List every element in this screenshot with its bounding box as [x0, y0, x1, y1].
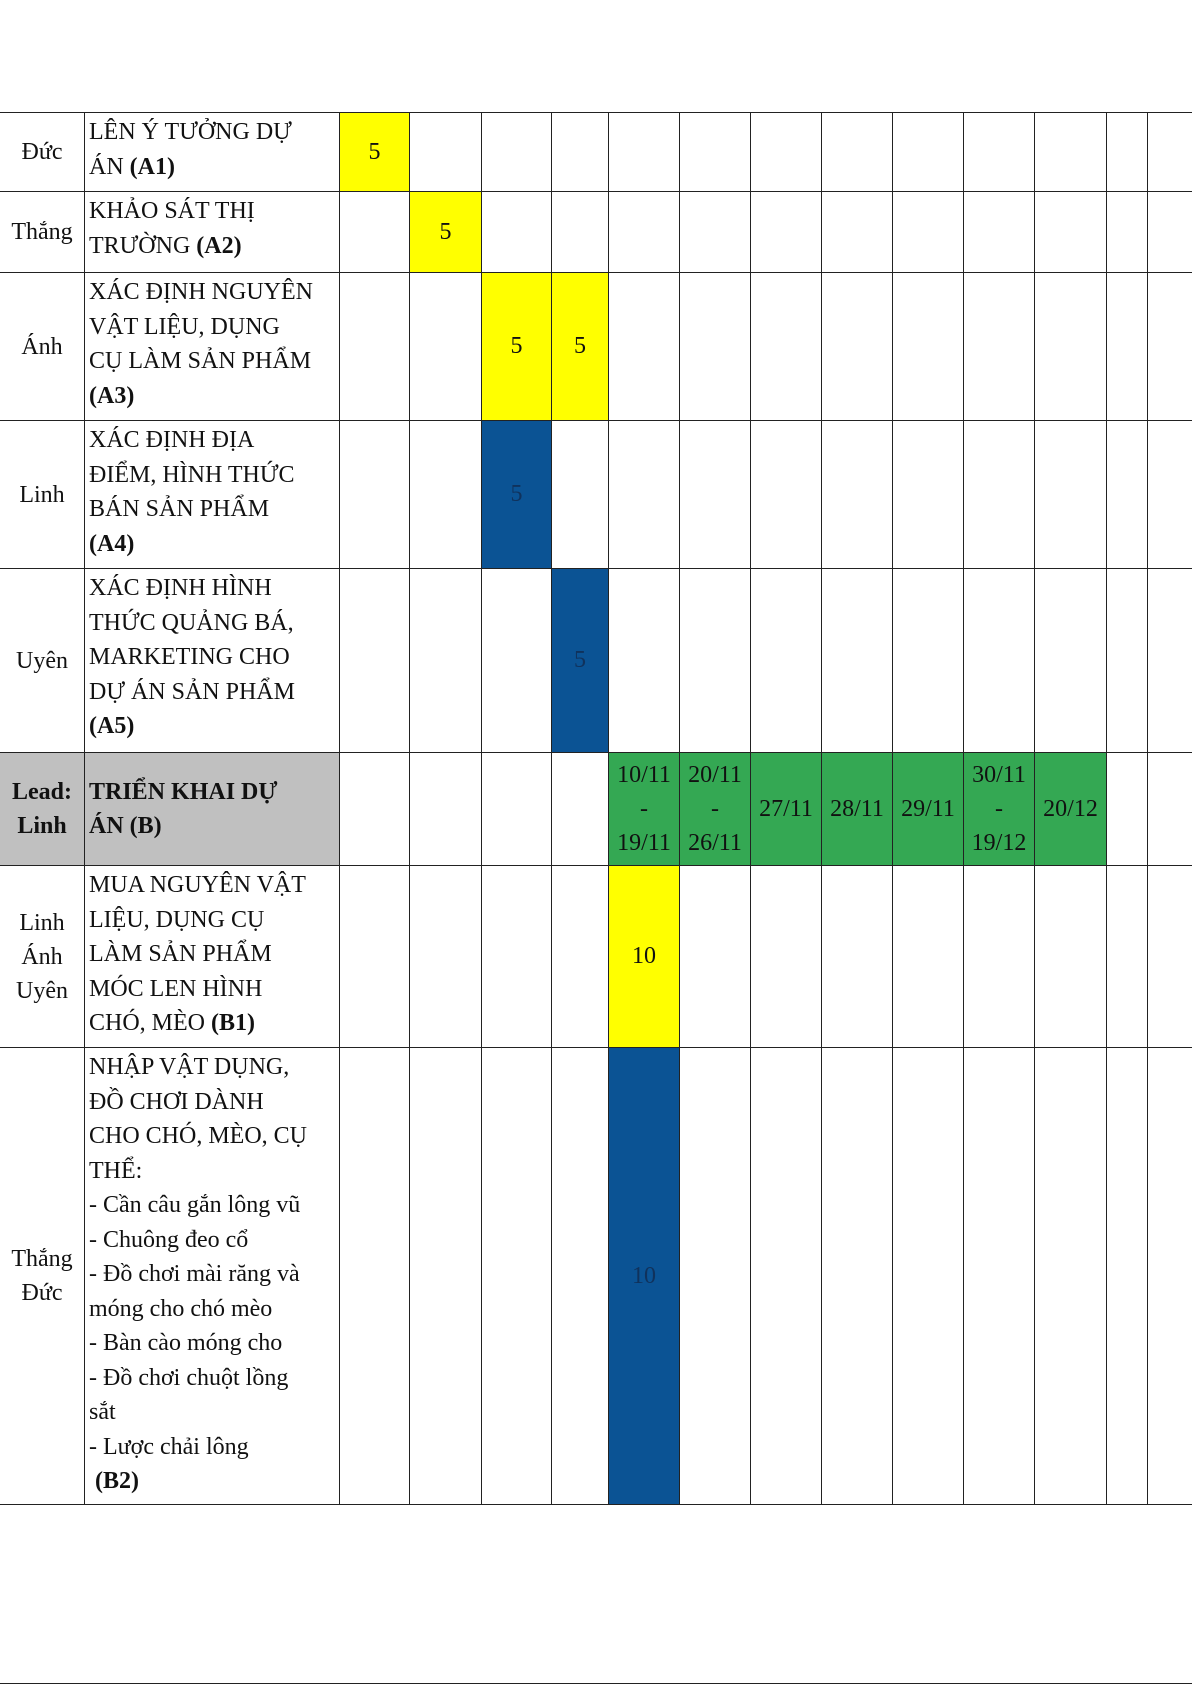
- task-text: - Chuông đeo cổ: [89, 1226, 249, 1253]
- date-range-cell: [609, 753, 680, 865]
- task-text: CHÓ, MÈO: [89, 1010, 212, 1036]
- timeline-cell: [1148, 866, 1192, 1047]
- duration-value: 5: [510, 333, 523, 359]
- timeline-cell: [751, 192, 822, 272]
- timeline-cell: [680, 866, 751, 1047]
- task-line: [89, 379, 134, 414]
- duration-value: 10: [632, 1262, 656, 1289]
- schedule-bar: [482, 421, 552, 568]
- task-line: [89, 868, 306, 903]
- task-code: (A2): [196, 232, 242, 259]
- duration-value: 5: [574, 333, 586, 359]
- assignee-cell: [0, 1048, 85, 1504]
- timeline-cell: [482, 113, 552, 191]
- date-text: 27/11: [759, 796, 813, 822]
- timeline-cell: [822, 113, 893, 191]
- timeline-cell: [964, 866, 1035, 1047]
- date-range-cell: [822, 753, 893, 865]
- timeline-cell: [410, 569, 482, 752]
- task-code: (B2): [95, 1468, 139, 1494]
- task-text: MÓC LEN HÌNH: [89, 975, 263, 1002]
- task-code: ÁN (B): [89, 813, 162, 839]
- assignee-cell: [0, 192, 85, 272]
- task-line: [89, 492, 269, 527]
- timeline-cell: [1035, 421, 1107, 568]
- date-text: 26/11: [688, 830, 742, 856]
- task-code: (A5): [89, 713, 135, 739]
- timeline-cell: [964, 192, 1035, 272]
- timeline-cell: [751, 273, 822, 420]
- timeline-cell: [1035, 1048, 1107, 1504]
- timeline-cell: [1107, 866, 1148, 1047]
- task-text: LÀM SẢN PHẨM: [89, 941, 272, 967]
- task-line: [89, 571, 272, 606]
- timeline-cell: [1035, 192, 1107, 272]
- timeline-cell: [340, 421, 410, 568]
- timeline-cell: [751, 113, 822, 191]
- assignee-name: Linh: [17, 813, 67, 839]
- timeline-cell: [893, 192, 964, 272]
- timeline-cell: [893, 113, 964, 191]
- task-line: [89, 709, 134, 744]
- schedule-bar: [340, 113, 410, 191]
- assignee-cell: [0, 421, 85, 568]
- date-range-cell: [893, 753, 964, 865]
- task-line: [89, 1188, 300, 1223]
- task-description: [85, 273, 340, 420]
- timeline-cell: [964, 569, 1035, 752]
- timeline-cell: [822, 192, 893, 272]
- timeline-cell: [552, 753, 609, 865]
- timeline-cell: [410, 866, 482, 1047]
- timeline-cell: [340, 866, 410, 1047]
- timeline-cell: [822, 569, 893, 752]
- timeline-cell: [340, 273, 410, 420]
- date-text: 20/12: [1043, 796, 1098, 822]
- assignee-name: Uyên: [16, 647, 68, 674]
- timeline-cell: [609, 192, 680, 272]
- task-line: [89, 903, 264, 938]
- task-line: [89, 150, 175, 185]
- date-text: -: [995, 796, 1003, 822]
- task-text: XÁC ĐỊNH NGUYÊN: [89, 279, 313, 305]
- assignee-name: Thắng: [11, 1246, 73, 1272]
- task-text: LÊN Ý TƯỞNG DỰ: [89, 119, 292, 145]
- task-line: [89, 344, 311, 379]
- task-row: [0, 421, 1192, 569]
- assignee-cell: [0, 273, 85, 420]
- duration-value: 5: [510, 481, 523, 507]
- timeline-cell: [1148, 1048, 1192, 1504]
- assignee-name: Đức: [21, 1280, 63, 1306]
- assignee-cell: [0, 866, 85, 1047]
- timeline-cell: [1148, 273, 1192, 420]
- task-text: - Bàn cào móng cho: [89, 1330, 283, 1356]
- timeline-cell: [1107, 113, 1148, 191]
- duration-value: 5: [368, 138, 381, 165]
- task-line: [89, 606, 294, 641]
- assignee-name: Ánh: [21, 333, 63, 360]
- assignee-cell: [0, 753, 85, 865]
- date-text: -: [640, 796, 648, 822]
- timeline-cell: [552, 192, 609, 272]
- task-line: [89, 458, 295, 493]
- assignee-name: Ánh: [21, 943, 63, 970]
- task-text: móng cho chó mèo: [89, 1295, 273, 1322]
- assignee-name: Uyên: [16, 977, 68, 1004]
- timeline-cell: [822, 421, 893, 568]
- task-text: THỂ:: [89, 1157, 143, 1184]
- task-line: [89, 275, 313, 310]
- task-description: [85, 421, 340, 568]
- timeline-cell: [482, 1048, 552, 1504]
- timeline-cell: [1035, 569, 1107, 752]
- task-text: ĐIỂM, HÌNH THỨC: [89, 461, 295, 488]
- timeline-cell: [1035, 273, 1107, 420]
- task-code: (A1): [129, 153, 175, 180]
- timeline-cell: [1148, 569, 1192, 752]
- timeline-cell: [1107, 753, 1148, 865]
- date-text: 10/11: [617, 762, 671, 788]
- task-line: [89, 809, 162, 844]
- timeline-cell: [482, 569, 552, 752]
- timeline-cell: [552, 113, 609, 191]
- timeline-cell: [1035, 113, 1107, 191]
- task-description: [85, 113, 340, 191]
- timeline-cell: [1107, 569, 1148, 752]
- task-text: XÁC ĐỊNH ĐỊA: [89, 427, 255, 453]
- date-text: 28/11: [830, 796, 884, 822]
- task-text: - Cần câu gắn lông vũ: [89, 1192, 301, 1218]
- timeline-cell: [751, 421, 822, 568]
- timeline-cell: [482, 753, 552, 865]
- task-code: (B1): [211, 1010, 256, 1036]
- task-line: [89, 423, 254, 458]
- task-text: ĐỒ CHƠI DÀNH: [89, 1088, 264, 1115]
- task-line: [89, 675, 295, 710]
- task-text: DỰ ÁN SẢN PHẨM: [89, 678, 295, 705]
- timeline-cell: [1148, 192, 1192, 272]
- timeline-cell: [893, 866, 964, 1047]
- task-text: KHẢO SÁT THỊ: [89, 198, 255, 224]
- task-row: [0, 1048, 1192, 1504]
- task-line: [89, 972, 262, 1007]
- timeline-cell: [1107, 421, 1148, 568]
- assignee-cell: [0, 569, 85, 752]
- timeline-cell: [410, 421, 482, 568]
- phase-header-row: [0, 753, 1192, 866]
- task-line: [89, 640, 290, 675]
- timeline-cell: [552, 866, 609, 1047]
- task-line: [89, 1292, 272, 1327]
- task-code: TRIỂN KHAI DỰ: [89, 778, 278, 805]
- schedule-bar: [410, 192, 482, 272]
- timeline-cell: [751, 1048, 822, 1504]
- timeline-cell: [609, 569, 680, 752]
- timeline-cell: [893, 569, 964, 752]
- task-line: [89, 1050, 289, 1085]
- task-text: TRƯỜNG: [89, 232, 197, 259]
- task-line: [89, 1395, 116, 1430]
- date-range-cell: [680, 753, 751, 865]
- task-line: [89, 194, 255, 229]
- task-code: (A3): [89, 382, 135, 409]
- timeline-cell: [609, 113, 680, 191]
- task-line: [89, 1257, 300, 1292]
- timeline-cell: [893, 421, 964, 568]
- schedule-bar: [609, 866, 680, 1047]
- timeline-cell: [680, 192, 751, 272]
- task-line: [89, 1119, 307, 1154]
- task-description: [85, 569, 340, 752]
- timeline-cell: [410, 113, 482, 191]
- duration-value: 5: [439, 218, 452, 245]
- timeline-cell: [609, 421, 680, 568]
- task-line: [89, 1326, 282, 1361]
- task-text: MUA NGUYÊN VẬT: [89, 872, 306, 898]
- timeline-cell: [680, 113, 751, 191]
- timeline-cell: [482, 192, 552, 272]
- assignee-name: Linh: [19, 481, 65, 508]
- timeline-cell: [964, 1048, 1035, 1504]
- task-line: [89, 1464, 139, 1499]
- task-line: [89, 1430, 249, 1465]
- task-text: MARKETING CHO: [89, 644, 290, 670]
- task-row: [0, 569, 1192, 753]
- timeline-cell: [751, 569, 822, 752]
- task-line: [89, 937, 272, 972]
- timeline-cell: [751, 866, 822, 1047]
- timeline-cell: [680, 1048, 751, 1504]
- task-description: [85, 753, 340, 865]
- task-text: CỤ LÀM SẢN PHẨM: [89, 348, 312, 374]
- timeline-cell: [893, 1048, 964, 1504]
- timeline-cell: [964, 273, 1035, 420]
- task-line: [89, 775, 277, 810]
- timeline-cell: [410, 273, 482, 420]
- duration-value: 10: [632, 943, 656, 969]
- assignee-name: Thắng: [11, 219, 73, 245]
- assignee-name: Đức: [21, 139, 63, 165]
- schedule-bar: [552, 569, 609, 752]
- task-line: [89, 527, 134, 562]
- task-description: [85, 866, 340, 1047]
- date-range-cell: [751, 753, 822, 865]
- timeline-cell: [340, 569, 410, 752]
- date-text: 30/11: [972, 762, 1026, 788]
- date-text: 29/11: [901, 796, 955, 822]
- task-row: [0, 273, 1192, 421]
- date-text: 19/11: [617, 830, 671, 856]
- task-text: - Đồ chơi mài răng và: [89, 1261, 300, 1287]
- task-line: [89, 1085, 264, 1120]
- timeline-cell: [1107, 1048, 1148, 1504]
- timeline-cell: [680, 273, 751, 420]
- task-text: XÁC ĐỊNH HÌNH: [89, 575, 272, 601]
- task-line: [89, 310, 280, 345]
- timeline-cell: [410, 753, 482, 865]
- timeline-cell: [410, 1048, 482, 1504]
- timeline-cell: [609, 273, 680, 420]
- assignee-name: Linh: [19, 909, 65, 936]
- assignee-name: Lead:: [12, 779, 72, 805]
- task-text: - Lược chải lông: [89, 1433, 249, 1460]
- timeline-cell: [964, 113, 1035, 191]
- date-text: -: [711, 796, 719, 822]
- task-code: (A4): [89, 530, 135, 557]
- task-text: CHO CHÓ, MÈO, CỤ: [89, 1123, 308, 1149]
- task-text: ÁN: [89, 153, 130, 180]
- task-text: sắt: [89, 1399, 116, 1425]
- timeline-cell: [340, 753, 410, 865]
- timeline-cell: [1148, 421, 1192, 568]
- task-text: THỨC QUẢNG BÁ,: [89, 609, 294, 636]
- timeline-cell: [822, 866, 893, 1047]
- task-row: [0, 192, 1192, 273]
- timeline-cell: [893, 273, 964, 420]
- task-line: [89, 1361, 288, 1396]
- date-text: 19/12: [971, 830, 1027, 856]
- task-description: [85, 1048, 340, 1504]
- schedule-bar: [609, 1048, 680, 1504]
- date-range-cell: [1035, 753, 1107, 865]
- timeline-cell: [1148, 113, 1192, 191]
- task-line: [89, 115, 292, 150]
- task-line: [89, 229, 242, 264]
- assignee-cell: [0, 113, 85, 191]
- duration-value: 5: [574, 647, 586, 673]
- timeline-cell: [1107, 273, 1148, 420]
- timeline-cell: [680, 569, 751, 752]
- task-row: [0, 113, 1192, 192]
- task-text: LIỆU, DỤNG CỤ: [89, 906, 265, 933]
- schedule-bar: [482, 273, 552, 420]
- timeline-cell: [1148, 753, 1192, 865]
- task-text: - Đồ chơi chuột lồng: [89, 1364, 289, 1391]
- timeline-cell: [822, 273, 893, 420]
- timeline-cell: [552, 1048, 609, 1504]
- timeline-cell: [1035, 866, 1107, 1047]
- date-text: 20/11: [688, 762, 742, 788]
- timeline-cell: [552, 421, 609, 568]
- task-text: VẬT LIỆU, DỤNG: [89, 313, 280, 340]
- date-range-cell: [964, 753, 1035, 865]
- timeline-cell: [1107, 192, 1148, 272]
- task-text: NHẬP VẬT DỤNG,: [89, 1054, 290, 1080]
- task-line: [89, 1223, 248, 1258]
- timeline-cell: [482, 866, 552, 1047]
- task-line: [89, 1154, 142, 1189]
- task-text: BÁN SẢN PHẨM: [89, 496, 270, 522]
- task-row: [0, 866, 1192, 1048]
- timeline-cell: [340, 1048, 410, 1504]
- gantt-table: [0, 112, 1192, 1505]
- timeline-cell: [340, 192, 410, 272]
- timeline-cell: [822, 1048, 893, 1504]
- task-line: [89, 1006, 255, 1041]
- timeline-cell: [964, 421, 1035, 568]
- schedule-bar: [552, 273, 609, 420]
- task-description: [85, 192, 340, 272]
- timeline-cell: [680, 421, 751, 568]
